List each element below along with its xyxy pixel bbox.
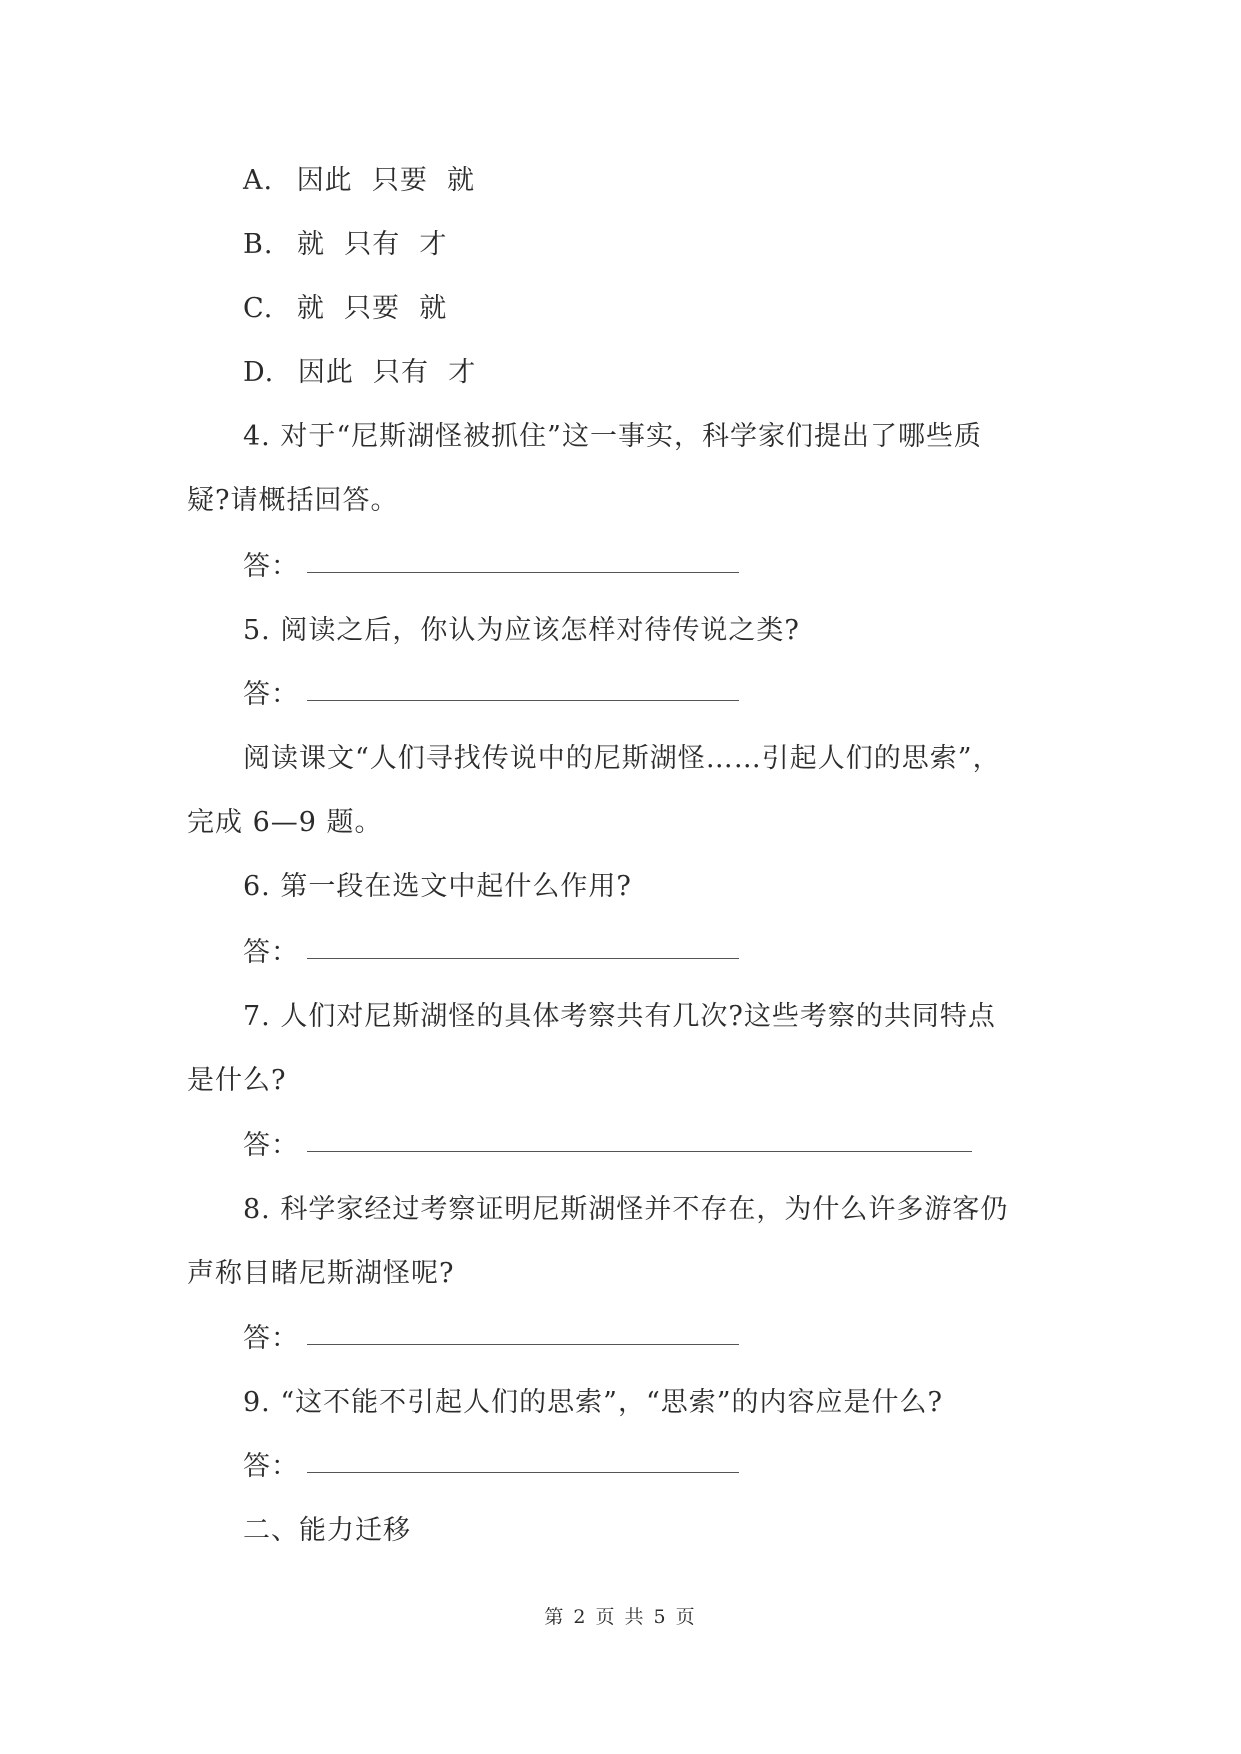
option-text: 就 只要 就 bbox=[296, 293, 448, 324]
question-8-line2: 声称目睹尼斯湖怪呢? bbox=[187, 1258, 455, 1289]
question-5: 5. 阅读之后，你认为应该怎样对待传说之类? bbox=[243, 615, 800, 646]
option-a bbox=[243, 165, 475, 197]
answer-blank[interactable] bbox=[307, 1343, 739, 1345]
passage-intro-line2: 完成 6—9 题。 bbox=[187, 807, 383, 838]
answer-blank[interactable] bbox=[307, 957, 739, 959]
option-d bbox=[243, 357, 476, 389]
question-4-line2: 疑?请概括回答。 bbox=[187, 485, 399, 516]
passage-intro-line1: 阅读课文“人们寻找传说中的尼斯湖怪……引起人们的思索”， bbox=[243, 743, 1001, 774]
question-9: 9. “这不能不引起人们的思索”，“思索”的内容应是什么? bbox=[243, 1387, 944, 1418]
question-4-line1: 4. 对于“尼斯湖怪被抓住”这一事实，科学家们提出了哪些质 bbox=[243, 421, 982, 452]
option-text: 就 只有 才 bbox=[297, 229, 448, 260]
question-8-line1: 8. 科学家经过考察证明尼斯湖怪并不存在，为什么许多游客仍 bbox=[243, 1194, 1009, 1225]
answer-label: 答： bbox=[243, 1130, 299, 1161]
answer-label: 答： bbox=[243, 1323, 299, 1354]
answer-line-4 bbox=[243, 551, 739, 583]
section-heading: 二、能力迁移 bbox=[243, 1515, 411, 1546]
answer-line-6 bbox=[243, 937, 739, 969]
answer-blank[interactable] bbox=[307, 1471, 739, 1473]
option-b bbox=[243, 229, 447, 261]
option-text: 因此 只有 才 bbox=[297, 357, 477, 388]
page-footer: 第 2 页 共 5 页 bbox=[544, 1606, 697, 1628]
answer-blank[interactable] bbox=[307, 699, 739, 701]
answer-line-8 bbox=[243, 1323, 739, 1355]
question-7-line1: 7. 人们对尼斯湖怪的具体考察共有几次?这些考察的共同特点 bbox=[243, 1001, 996, 1032]
option-letter: B. bbox=[243, 229, 274, 260]
answer-label: 答： bbox=[243, 937, 299, 968]
answer-label: 答： bbox=[243, 1451, 299, 1482]
answer-line-5 bbox=[243, 679, 739, 711]
answer-blank[interactable] bbox=[307, 1150, 972, 1152]
option-text: 因此 只要 就 bbox=[296, 165, 476, 196]
option-c bbox=[243, 293, 447, 325]
question-7-line2: 是什么? bbox=[187, 1065, 287, 1096]
option-letter: D. bbox=[243, 357, 275, 388]
answer-blank[interactable] bbox=[307, 571, 739, 573]
answer-line-7 bbox=[243, 1130, 972, 1162]
question-6: 6. 第一段在选文中起什么作用? bbox=[243, 871, 632, 902]
answer-label: 答： bbox=[243, 551, 299, 582]
answer-label: 答： bbox=[243, 679, 299, 710]
option-letter: C. bbox=[243, 293, 274, 324]
option-letter: A. bbox=[243, 165, 274, 196]
answer-line-9 bbox=[243, 1451, 739, 1483]
